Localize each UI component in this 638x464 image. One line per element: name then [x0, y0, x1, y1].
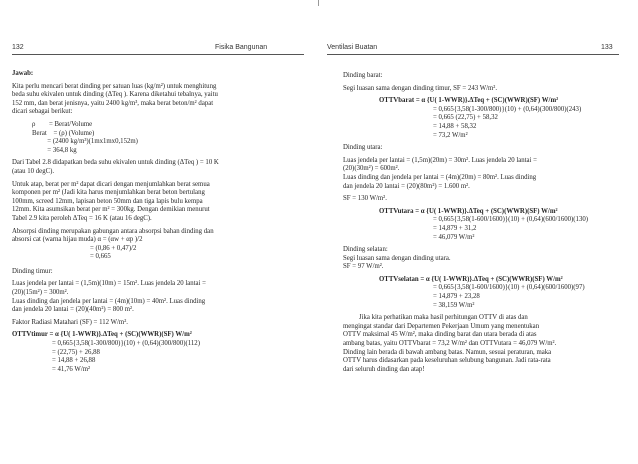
equation-line: = (0,86 + 0,47)/2 [90, 244, 137, 252]
body-line: Dari Tabel 2.8 didapatkan beda suhu ekivalen untuk dinding (ΔTeq ) = 10 K [12, 159, 219, 167]
body-line: Luas dinding dan jendela per lantai = (4m)(10m) = 40m². Luas dinding [12, 297, 206, 305]
left-page-number: 132 [12, 44, 24, 51]
equation-line: = 46,079 W/m² [433, 233, 475, 241]
calc-line: = 364,8 kg [32, 146, 77, 154]
body-line: OTTV maksimal 45 W/m², maka dinding barat dan utara berada di atas [343, 331, 537, 339]
section-heading: Dinding timur: [12, 267, 53, 275]
ottv-formula: OTTVutara = α {U( 1-WWR)}.ΔTeq + (SC)(WWR)(SF) W/m² [379, 207, 558, 215]
body-line: Untuk atap, berat per m² dapat dicari dengan menjumlahkan berat semua [12, 180, 210, 188]
section-heading: Dinding barat: [343, 72, 383, 79]
body-line: SF = 130 W/m². [343, 195, 387, 203]
body-line: (20)(30m²) = 600m². [343, 165, 400, 173]
body-line: dan jendela 20 lantai = (20)(80m²) = 1.600 m². [343, 182, 470, 190]
body-line: absorsi cat (warna hijau muda) α = (αw + αp )/2 [12, 236, 143, 244]
body-line: dari seluruh dinding dan atap! [343, 365, 425, 373]
right-page [319, 0, 638, 464]
right-page-number: 133 [601, 44, 613, 51]
body-line: Segi luasan sama dengan dinding timur, SF = 243 W/m². [343, 84, 498, 92]
left-body [12, 70, 312, 374]
body-line: Tabel 2.9 kita peroleh ΔTeq = 16 K (atau 16 degC). [12, 214, 152, 222]
body-line: (20)(15m²) = 300m². [12, 289, 69, 297]
equation-line: = 73,2 W/m² [433, 131, 468, 139]
body-line: Luas jendela per lantai = (1,5m)(20m) = 30m². Luas jendela 20 lantai = [343, 156, 537, 164]
equation-line: = 14,879 + 23,28 [433, 293, 480, 301]
body-line: Dinding lain berada di bawah ambang batas. Namun, sesuai peraturan, maka [343, 348, 552, 356]
body-line: (atau 10 degC). [12, 167, 55, 175]
equation-line: = 14,879 + 31,2 [433, 224, 477, 232]
equation-line: = 14,88 + 58,32 [433, 122, 477, 130]
equation-line: = 0,665{3,58(1-300/800)}(10) + (0,64)(300/800)(112) [52, 340, 200, 348]
body-line: Faktor Radiasi Matahari (SF) = 112 W/m². [12, 318, 128, 326]
ottv-formula: OTTVtimur = α {U( 1-WWR)}.ΔTeq + (SC)(WWR)(SF) W/m² [12, 331, 192, 339]
right-body [343, 72, 633, 374]
body-line: Kita perlu mencari berat dinding per satuan luas (kg/m²) untuk menghitung [12, 82, 217, 90]
jawab-heading: Jawab: [12, 70, 34, 77]
body-line: OTTV harus didasarkan pada keseluruhan selubung bangunan. Jadi rata-rata [343, 357, 551, 365]
equation-line: = 0,665{3,58(1-600/1600)}(10) + (0,64)(600/1600)(130) [433, 216, 589, 224]
calc-line: ρ = Berat/Volume [32, 120, 93, 128]
equation-line: = 14,88 + 26,88 [52, 357, 96, 365]
calc-line: Berat = (ρ) (Volume) [32, 129, 95, 137]
left-header-rule [12, 54, 304, 55]
body-line: 152 mm, dan berat jenisnya, yaitu 2400 kg/m³, maka berat beton/m² dapat [12, 99, 214, 107]
equation-line: = 0,665{3,58(1-600/1600)}(10) + (0,64)(600/1600)(97) [433, 284, 585, 292]
equation-line: = (22,75) + 26,88 [52, 348, 100, 356]
body-line: komponen per m² (Jadi kita harus menjumlahkan berat beton bertulang [12, 189, 205, 197]
equation-line: = 0,665 [90, 253, 111, 261]
body-line: Luas jendela per lantai = (1,5m)(10m) = 15m². Luas jendela 20 lantai = [12, 280, 206, 288]
body-line: dan jendela 20 lantai = (20)(40m²) = 800 m². [12, 306, 134, 314]
body-line: 12mm. Kita asumsikan berat per m² = 300kg. Dengan demikian menurut [12, 206, 210, 214]
left-header-title: Fisika Bangunan [215, 44, 268, 51]
equation-line: = 38,159 W/m² [433, 301, 475, 309]
ottv-formula: OTTVbarat = α {U( 1-WWR)}.ΔTeq + (SC)(WWR)(SF) W/m² [379, 97, 559, 105]
section-heading: Dinding selatan: [343, 246, 388, 254]
equation-line: = 0,665{3,58(1-300/800)}(10) + (0,64)(300/800)(243) [433, 105, 582, 113]
equation-line: = 41,76 W/m² [52, 365, 91, 373]
right-header-rule [327, 54, 619, 55]
equation-line: = 0,665 (22,75) + 58,32 [433, 114, 498, 122]
body-line: Segi luasan sama dengan dinding utara. [343, 254, 451, 262]
body-line: 100mm, screed 12mm, lapisan beton 50mm dan tiga lapis bulu kempa [12, 197, 203, 205]
body-line: Luas dinding dan jendela per lantai = (4m)(20m) = 80m². Luas dinding [343, 173, 537, 181]
right-header-title: Ventilasi Buatan [327, 44, 378, 51]
body-line: ambang batas, yaitu OTTVbarat = 73,2 W/m² dan OTTVutara = 46,079 W/m². [343, 340, 557, 348]
body-line: Absorpsi dinding merupakan gabungan antara absorpsi bahan dinding dan [12, 227, 214, 235]
calc-line: = (2400 kg/m³)(1mx1mx0,152m) [32, 138, 138, 146]
body-line: mengingat standar dari Departemen Pekerjaan Umum yang menentukan [343, 322, 540, 330]
body-line: dicari sebagai berikut: [12, 108, 73, 116]
ottv-formula: OTTVselatan = α {U( 1-WWR)}.ΔTeq + (SC)(WWR)(SF) W/m² [379, 275, 563, 283]
body-line: beda suhu ekivalen untuk dinding (ΔTeq ). Karena diketahui tebalnya, yaitu [12, 91, 218, 99]
section-heading: Dinding utara: [343, 144, 383, 152]
body-line: Jika kita perhatikan maka hasil perhitungan OTTV di atas dan [359, 314, 528, 322]
body-line: SF = 97 W/m². [343, 263, 384, 271]
